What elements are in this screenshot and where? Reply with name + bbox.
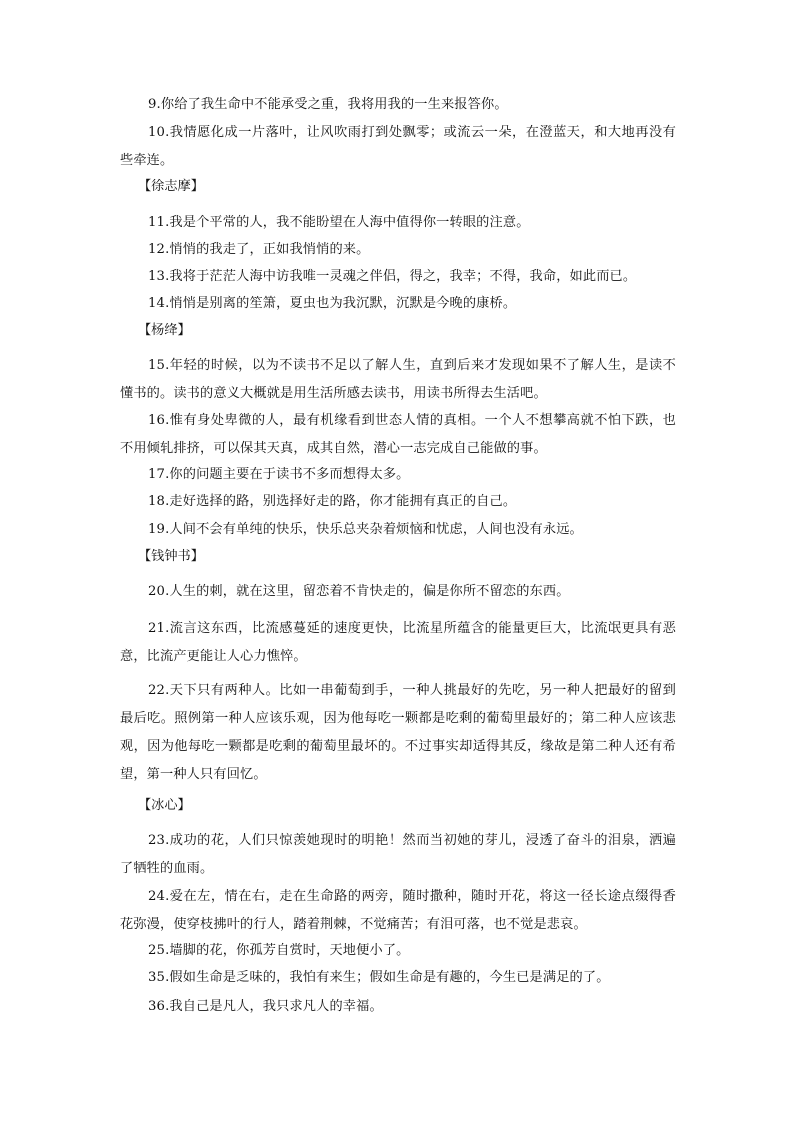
quote-23: 23.成功的花，人们只惊羡她现时的明艳！然而当初她的芽儿，浸透了奋斗的泪泉，洒遍了牺牲的血雨。 bbox=[120, 833, 676, 876]
quote-21: 21.流言这东西，比流感蔓延的速度更快，比流星所蕴含的能量更巨大，比流氓更具有恶意，比流产更能让人心力憔悴。 bbox=[120, 621, 676, 664]
quote-25: 25.墙脚的花，你孤芳自赏时，天地便小了。 bbox=[148, 943, 410, 958]
section-heading-xu-zhimo: 【徐志摩】 bbox=[138, 179, 204, 194]
quote-19: 19.人间不会有单纯的快乐，快乐总夹杂着烦恼和忧虑，人间也没有永远。 bbox=[148, 522, 583, 537]
quote-12: 12.悄悄的我走了，正如我悄悄的来。 bbox=[148, 242, 370, 257]
quote-35: 35.假如生命是乏味的，我怕有来生；假如生命是有趣的，今生已是满足的了。 bbox=[148, 970, 610, 985]
quote-17: 17.你的问题主要在于读书不多而想得太多。 bbox=[148, 467, 410, 482]
quote-11: 11.我是个平常的人，我不能盼望在人海中值得你一转眼的注意。 bbox=[148, 215, 530, 230]
quote-13: 13.我将于茫茫人海中访我唯一灵魂之伴侣，得之，我幸；不得，我命，如此而已。 bbox=[148, 269, 637, 284]
section-heading-yang-jiang: 【杨绛】 bbox=[138, 323, 191, 338]
quote-24: 24.爱在左，情在右，走在生命路的两旁，随时撒种，随时开花，将这一径长途点缀得香花弥漫，使穿枝拂叶的行人，踏着荆棘，不觉痛苦；有泪可落，也不觉是悲哀。 bbox=[120, 889, 676, 932]
quote-15: 15.年轻的时候，以为不读书不足以了解人生，直到后来才发现如果不了解人生，是读不懂书的。读书的意义大概就是用生活所感去读书，用读书所得去生活吧。 bbox=[120, 358, 676, 401]
quote-20: 20.人生的刺，就在这里，留恋着不肯快走的，偏是你所不留恋的东西。 bbox=[148, 584, 570, 599]
section-heading-qian-zhongshu: 【钱钟书】 bbox=[138, 549, 204, 564]
quote-9: 9.你给了我生命中不能承受之重，我将用我的一生来报答你。 bbox=[148, 97, 508, 112]
quote-14: 14.悄悄是别离的笙箫，夏虫也为我沉默，沉默是今晚的康桥。 bbox=[148, 296, 517, 311]
section-heading-bing-xin: 【冰心】 bbox=[138, 798, 191, 813]
quote-22: 22.天下只有两种人。比如一串葡萄到手，一种人挑最好的先吃，另一种人把最好的留到最后吃。照例第一种人应该乐观，因为他每吃一颗都是吃剩的葡萄里最好的；第二种人应该悲观，因为他每吃一颗都是吃剩的葡萄里最坏的。不过事实却适得其反，缘故是第二种人还有希望，第一种人只有回忆。 bbox=[120, 683, 676, 782]
quote-36: 36.我自己是凡人，我只求凡人的幸福。 bbox=[148, 999, 383, 1014]
quote-10: 10.我情愿化成一片落叶，让风吹雨打到处飘零；或流云一朵，在澄蓝天，和大地再没有些牵连。 bbox=[120, 125, 676, 168]
quote-16: 16.惟有身处卑微的人，最有机缘看到世态人情的真相。一个人不想攀高就不怕下跌，也不用倾轧排挤，可以保其天真，成其自然，潜心一志完成自己能做的事。 bbox=[120, 413, 676, 456]
quote-18: 18.走好选择的路，别选择好走的路，你才能拥有真正的自己。 bbox=[148, 494, 517, 509]
